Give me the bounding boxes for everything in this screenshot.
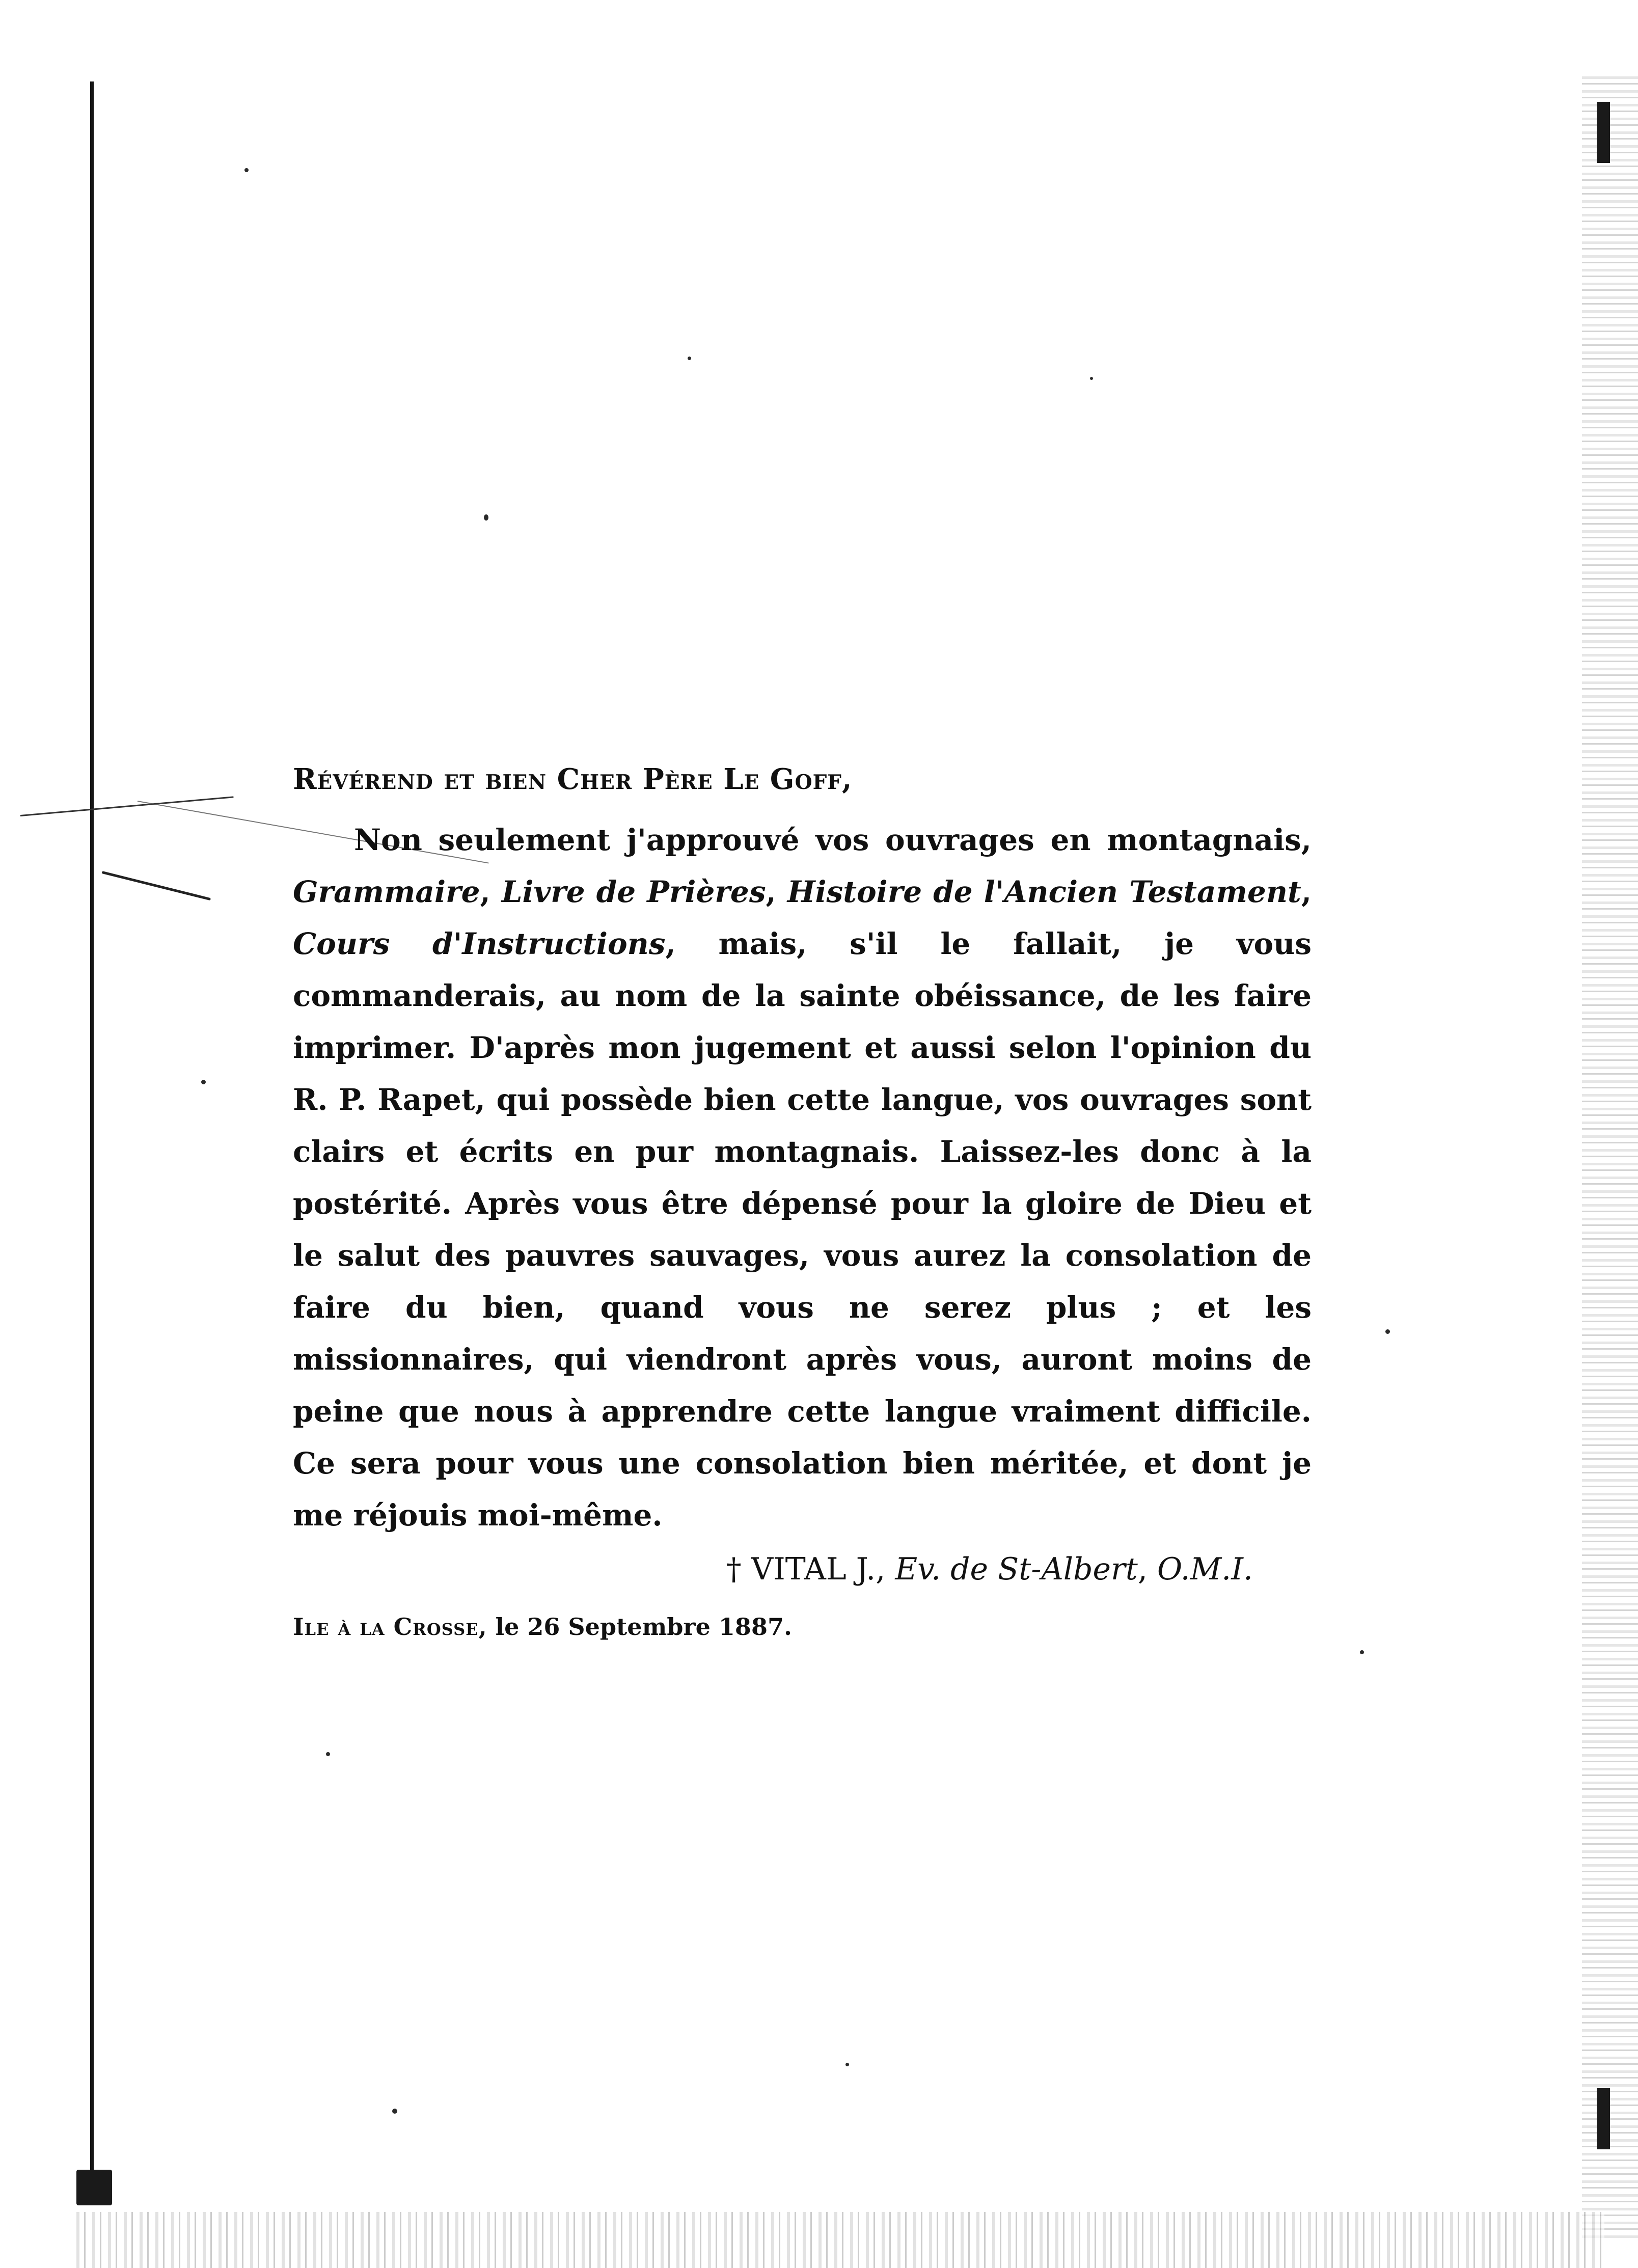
binding-edge-line xyxy=(90,81,94,2205)
dateline-date: le 26 Septembre 1887. xyxy=(487,1613,792,1641)
dust-speck xyxy=(326,1752,330,1756)
dust-speck xyxy=(201,1080,206,1084)
dust-speck xyxy=(1090,377,1093,380)
body-text-2: , xyxy=(480,875,502,909)
letter-block xyxy=(293,759,1312,1647)
work-title-grammaire: Grammaire xyxy=(293,875,480,909)
signature-title: Ev. de St-Albert xyxy=(895,1551,1138,1587)
dust-speck xyxy=(1360,1650,1364,1654)
signature-name: VITAL J., xyxy=(751,1551,886,1587)
dust-speck xyxy=(484,514,488,521)
body-text-5: , mais, s'il le fallait, je vous commanderais, au nom de la sainte obéissance, de les faire imprimer. D'après mon jugement et aussi selon l'opinion du R. P. Rapet, qui possède bien cette langue, vos ouvrages sont clairs et écrits en pur montagnais. Laissez-les donc à la postérité. Après vous être dépensé pour la gloire de Dieu et le salut des pauvres sauvages, vous aurez la consolation de faire du bien, quand vous ne serez plus ; et les missionnaires, qui viendront après vous, auront moins de peine que nous à apprendre cette langue vraiment difficile. Ce sera pour vous une consolation bien méritée, et dont je me réjouis moi-même. xyxy=(293,926,1312,1533)
dust-speck xyxy=(688,357,691,360)
page-edge-noise-bottom xyxy=(76,2212,1604,2268)
signature-separator: , xyxy=(1137,1551,1157,1587)
dust-speck xyxy=(244,168,249,172)
body-text-1: Non seulement j'approuvé vos ouvrages en montagnais, xyxy=(354,823,1312,857)
body-text-4: , xyxy=(1301,875,1312,909)
binding-edge-mark xyxy=(76,2170,112,2205)
signature-order: O.M.I. xyxy=(1157,1551,1253,1587)
ink-stroke-mark xyxy=(101,871,211,900)
dust-speck xyxy=(392,2109,397,2114)
work-title-histoire: Histoire de l'Ancien Testament xyxy=(787,875,1301,909)
work-title-livre-de-prieres: Livre de Prières xyxy=(501,875,766,909)
letter-signature xyxy=(293,1541,1312,1597)
letter-body xyxy=(293,814,1312,1541)
work-title-cours: Cours d'Instructions xyxy=(293,926,666,961)
fold-crease-line xyxy=(20,796,234,816)
corner-mark-top-right xyxy=(1597,102,1610,163)
dust-speck xyxy=(1385,1329,1390,1334)
dateline-place: Ile à la Crosse, xyxy=(293,1613,487,1641)
letter-dateline xyxy=(293,1606,1312,1647)
page-edge-noise-right xyxy=(1582,76,1638,2241)
corner-mark-bottom-right xyxy=(1597,2088,1610,2149)
cross-symbol: † xyxy=(726,1551,742,1587)
body-text-3: , xyxy=(766,875,787,909)
letter-salutation: Révérend et bien Cher Père Le Goff, xyxy=(293,762,853,796)
dust-speck xyxy=(845,2063,849,2066)
